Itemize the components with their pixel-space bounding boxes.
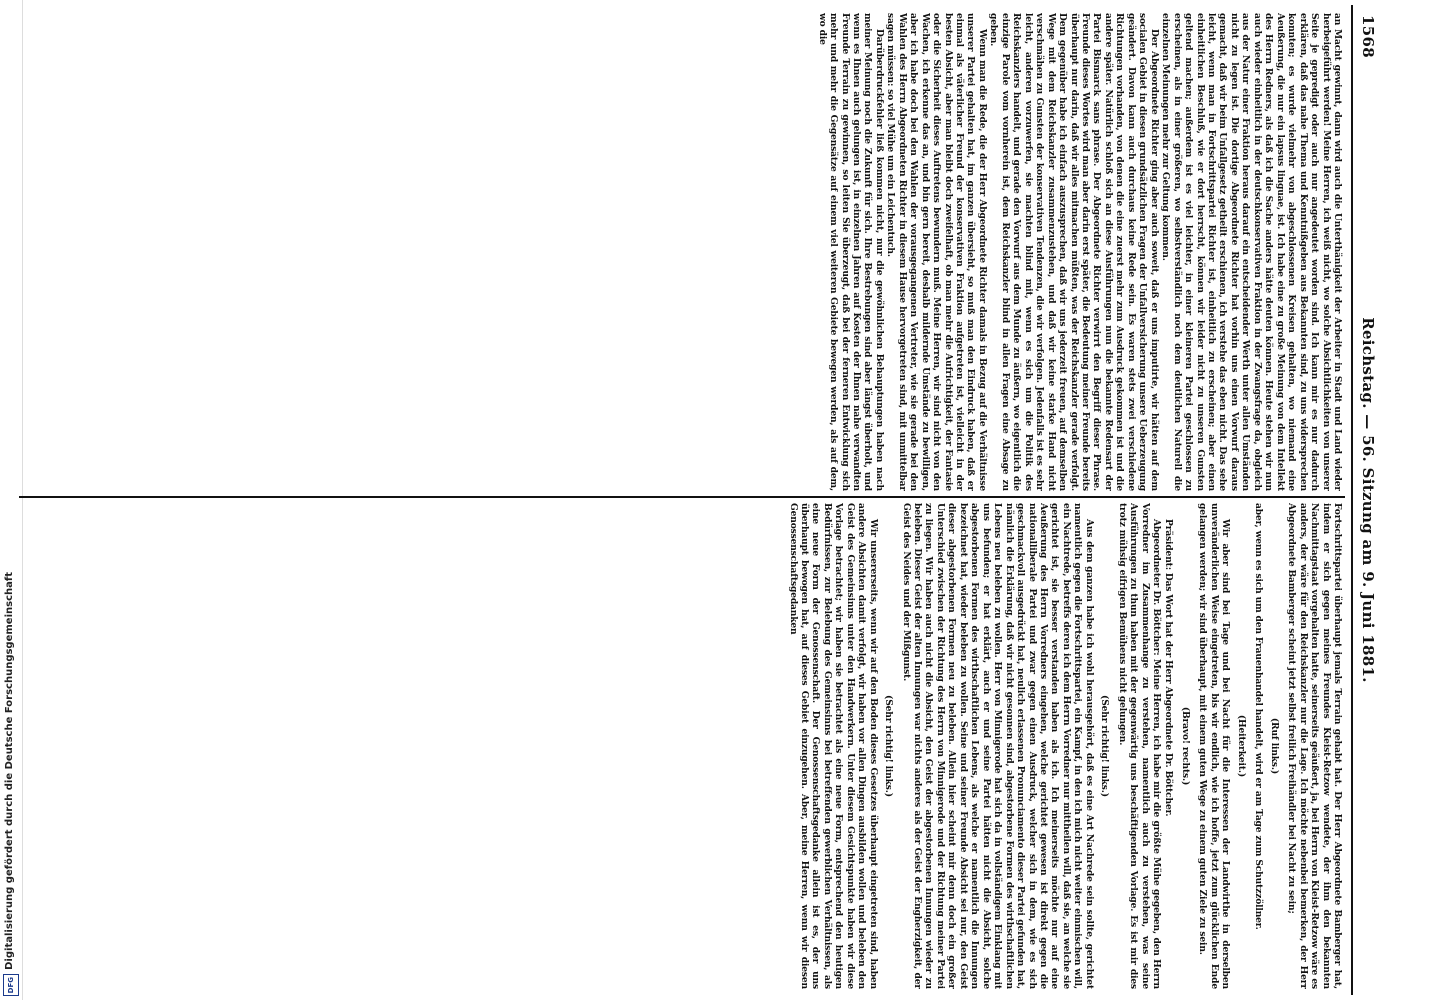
interjection: (Sehr richtig! links.) [883,695,895,797]
left-column [15,13,1343,491]
digitization-credit-text: Digitalisierung gefördert durch die Deutsche Forschungsgemeinschaft [4,572,15,970]
dfg-logo-icon: DFG [3,974,19,996]
interjection: (Heiterkeit.) [1235,714,1247,778]
paragraph: Wir aber sind bei Tage und bei Nacht für die Interessen der Landwirthe in derselben unveränderlichen Weise eingetreten, bis wir endlich, wie ich hoffe, jetzt zum glücklichen Ende gelangen werden; wir sind überhaupt, mit einem guten Wege zu einem guten Ziele zu sein. [1197,503,1232,989]
right-column [15,503,1343,989]
interjection: (Sehr richtig! links.) [1099,695,1111,797]
paragraph: aber, wenn es sich um den Frauenhandel handelt, wird er am Tage zum Schutzzöllner. [1253,503,1265,930]
page-number: 1568 [1359,15,1377,58]
paragraph: Wir unsererseits, wenn wir auf den Boden dieses Gesetzes überhaupt eingetreten sind, haben andere Absichten damit verfolgt, wir haben vor allen Dingen ausbilden wollen und beleben den Geist des Gemeinsinns unter den Handwerkern. Unter diesem Gesichtspunkte haben wir diese Vorlage betrachtet; wir haben sie betrachtet als eine neue Form, entsprechend den heutigen Bedürfnissen, zur Belebung des Gemeinsinns bei betreffenden gewerblichen Verhältnissen, als eine neue Form der Genossenschaft. Der Genossenschaftsgedanke allein ist es, der uns überhaupt bewogen hat, auf dieses Gebiet einzugehen. Aber, meine Herren, wenn wir diesen Genossenschaftsgedanken [787,503,879,989]
paragraph: Abgeordneter Dr. Böttcher: Meine Herren, ich habe mir die größte Mühe gegeben, den Herrn Vorredner im Zusammenhange zu verstehen, namentlich auch zu verstehen, was seine Ausführungen zu thun haben mit der gegenwärtig uns beschäftigenden Vorlage. Es ist mir dies trotz mühsig eifrigen Bemühens nicht gelungen. [1116,503,1163,989]
interjection: (Ruf links.) [1268,717,1280,775]
paragraph: Darüberdruckfehler ließ kommen nicht, nur die gewöhnlichen Behauptungen haben nach meiner Meinung noch die Zukunft für sich. Ihre Bestrebungen sind aber längst überholt, und wenn es Ihnen auch gelungen ist, in einzelnen Jahren auf Kosten der Ihnen nahe verwandten Freunde Terrain zu gewinnen, so leiten Sie überzeugt, daß bei der ferneren Entwicklung sich mehr und mehr die Gegensätze auf einem viel weiteren Gebiete bewegen werden, als auf dem, wo die [816,13,885,491]
paragraph: Fortschrittspartei überhaupt jemals Terrain gehabt hat. Der Herr Abgeordnete Bamberger hat, indem er sich gegen meines Freundes Kleist-Retzow wendete, der ihm den bekannten Nachmittagstaat vorgehalten hatte, seinerseits geäußert, ja, bei Herrn von Kleist-Retzow wäre es anders, der wäre für den Reichskanzler nur die Lage. Ich möchte nebenbei bemerken, der Herr Abgeordnete Bamberger scheint jetzt selbst freilich Freihändler bei Nacht zu sein; [1286,503,1343,989]
page-title: Reichstag. — 56. Sitzung am 9. Juni 1881. [1359,317,1377,683]
page-header [1353,5,1381,995]
paragraph: Der Abgeordnete Richter ging aber auch soweit, daß er uns imputirte, wir hätten auf dem socialen Gebiet in diesen grundsätzlichen Fragen der Unfallversicherung unsere Ueberzeugung geändert. Davon kann auch durchaus keine Rede sein. Es waren stets zwei verschiedene Richtungen vorhanden, von denen die eine zuerst mehr zum Ausdruck gekommen ist und die andere später. Natürlich schloß sich an diese Ausführungen nun die bekannte Redensart der Partei Bismarck sans phrase. Der Abgeordnete Richter verwirrt den Begriff dieser Phrase. Freunde dieses Wortes wird man aber darin erst später, die Bedeutung meiner Freunde bereits überhaupt nur darin, daß wir alles mitmachen müßten, was der Reichskanzler gerade verfolgt. Dem gegenüber habe ich einfach auszusprechen, daß wir uns jederzeit freuen, auf demselben Wege mit dem Reichskanzler zusammenzustehen, und daß wir keine starke Hand nicht verschmähen zu Gunsten der konservativen Tendenzen, die wir verfolgen. Jedenfalls ist es sehr leicht, anderen vorzuwerfen, sie machten blind mit, wenn es sich um die Politik des Reichskanzlers handelt, und gerade den Vorwurf aus dem Munde zu äußern, wo eigentlich die einzige Parole vom vornherein ist, dem Reichskanzler blind in allen Fragen eine Absage zu geben. [988,13,1160,491]
paragraph: Wenn man die Rede, die der Herr Abgeordnete Richter damals in Bezug auf die Verhältnisse unserer Partei gehalten hat, im ganzen übersieht, so muß man den Eindruck haben, daß er einmal als väterlicher Freund der konservativen Fraktion aufgetreten ist, vielleicht in der besten Absicht, aber man bleibt doch zweifelhaft, ob man mehr die Aufrichtigkeit, der Fantasie oder die Sicherheit dieses Auftretens bewundern muß. Meine Herren, wir sind nicht von den Wachen, ich erkenne das an, und bin gern bereit, deshalb mildernde Umstände zu bewilligen, aber ich habe doch bei den Wahlen der vorausgegangenen Vertreter, wie sie gerade bei den Wahlen des Herrn Abgeordneten Richter in diesem Hause hervorgetreten sind, mit unmittelbar sagen müssen: so viel Mühe um ein Leichentuch. [885,13,988,491]
speaker-paragraph: Präsident: Das Wort hat der Herr Abgeordnete Dr. Böttcher. [1162,519,1174,817]
interjection: (Bravo! rechts.) [1180,706,1192,786]
column-divider [19,496,1345,498]
rotated-page [9,5,1381,995]
header-rule [1351,5,1353,995]
paragraph: an Macht gewinnt, dann wird auch die Unterthänigkeit der Arbeiter in Stadt und Land wieder herbeigeführt werden! Meine Herren, ich weiß nicht, wo solche Absichtlichkeiten von unserer Seite je gepredigt oder auch nur angedeutet worden sind. Ich kann mir es nur dadurch erklären, daß das nahe Thema und Kenntnißgeben aus Bekannten sind, zu uns widersprechen konnten; es wurde vielmehr von abgeschlossenen Kreisen gehalten, wo niemand eine Aeußerung, die nur ein lapsus linguae, ist. Ich habe eine zu große Meinung von dem Intellekt des Herrn Redners, als daß ich die Sache anders hätte deuten können. Heute stehen wir nun auch wieder einheitlich in der deutschkonservativen Fraktion in der Zwangsfrage da, obgleich aus der Natur einer Fraktion heraus darauf ein entscheidender Werth unter allen Umständen nicht zu legen ist. Die dortige Abgeordnete Richter hat vorhin uns einen Vorwurf daraus gemacht, daß wir beim Unfallgesetz getheilt erschienen, ich verstehe das eben nicht. Das sehe leicht, wenn man in Fortschrittspartei Richter ist, einheitlich zu erscheinen; aber einen einheitlichen Beschluß, wie er dort herrscht, können wir leider nicht zu unseren Gunsten geltend machen; außerdem ist es viel leichter, in einer kleineren Partei geschlossen zu erscheinen, als in einer größeren, wo selbstverständlich noch dem deutlichen Naturell die einzelnen Meinungen mehr zur Geltung kommen. [1160,13,1343,491]
paragraph: Aus dem ganzen habe ich wohl herausgehört, daß es eine Art Nachrede sein sollte, gerichtet namentlich gegen die Fortschrittspartei, ein Kampf, in den ich mich nicht weiter einmischen will, ein Nachtrede, betreffs deren ich dem Herrn Vorredner nur mittheilen will, daß sie, an welche sie gerichtet ist, sie besser verstanden haben als ich. Ich meinerseits möchte nur auf eine Aeußerung des Herrn Vorredners eingehen, welche gerichtet gewesen ist direkt gegen die nationalliberale Partei und zwar gegen einen Ausdruck, welcher sich in dem, wie es sich geschmackvoll ausgedrückt hat, neulich erlassenen Pronunciamento dieser Partei gefunden hat, nämlich die Erklärung, daß wir nicht gesonnen sind, abgestorbene Formen des wirthschaftlichen Lebens neu beleben zu wollen. Herr von Minnigerode hat sich da in vollständigem Einklang mit uns befunden; er hat erklärt, auch er und seine Partei hätten nicht die Absicht, solche abgestorbenen Formen des wirthschaftlichen Lebens, als welche er namentlich die Innungen bezeichnet hat, wieder beleben zu wollen. Seine und seiner Freunde Absicht sei nur, den Geist dieser abgestorbenen Formen neu zu beleben. Allein hier scheint mir denn doch ein großer Unterschied zwischen der Richtung des Herrn von Minnigerode und der Richtung meiner Partei zu liegen. Wir haben auch nicht die Absicht, den Geist der abgestorbenen Innungen wieder zu beleben. Dieser Geist der alten Innungen war nichts anderes als der Geist der Engherzigkeit, der Geist des Neides und der Mißgunst. [900,503,1095,989]
